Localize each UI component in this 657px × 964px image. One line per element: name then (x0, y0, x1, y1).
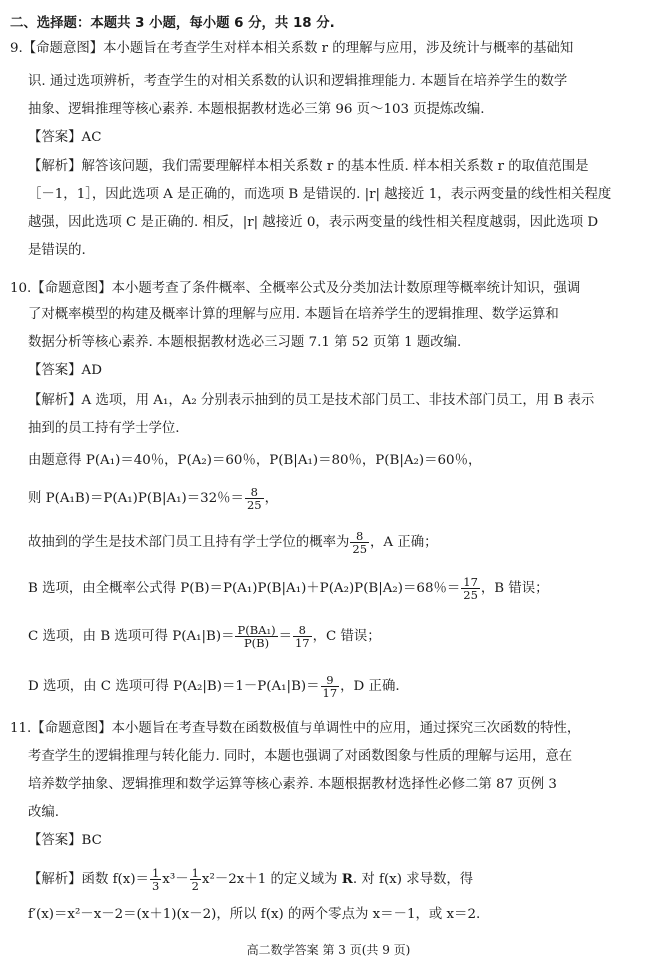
fraction-numerator: 1 (191, 866, 199, 880)
q10-explain-line-4 (28, 484, 278, 514)
q10-e5-text: 故抽到的学生是技术部门员工且持有学士学位的概率为 (28, 535, 350, 550)
q10-explain-line-5 (28, 528, 438, 558)
fraction-denominator: P(B) (243, 636, 270, 650)
fraction-8-17 (293, 624, 312, 649)
q10-explain-line-2: 抽到的员工持有学士学位. (28, 421, 180, 436)
q9-explain-line-3: 越强，因此选项 C 是正确的. 相反，|r| 越接近 0，表示两变量的线性相关程度越弱，因此选项 D (28, 215, 599, 230)
q9-explain-line-4: 是错误的. (28, 243, 86, 258)
q11-e1-mid: x³－ (162, 872, 189, 887)
fraction-denominator: 3 (151, 879, 160, 893)
q10-e4-text: 则 P(A₁B)＝P(A₁)P(B|A₁)＝32％＝ (28, 491, 244, 506)
q10-intent-line-1: 10.【命题意图】本小题考查了条件概率、全概率公式及分类加法计数原理等概率统计知识，强调 (10, 281, 581, 296)
fraction-numerator: 8 (245, 486, 264, 499)
q11-e1-domain: x²－2x＋1 的定义域为 (201, 872, 342, 887)
q11-intent-line-4: 改编. (28, 805, 60, 820)
q10-e8-text: D 选项，由 C 选项可得 P(A₂|B)＝1－P(A₁|B)＝ (28, 679, 320, 694)
q10-e7-tail: ，C 错误； (312, 629, 381, 644)
fraction-numerator: 8 (350, 530, 369, 543)
q9-explain-line-1: 【解析】解答该问题，我们需要理解样本相关系数 r 的基本性质. 样本相关系数 r 的取值范围是 (28, 159, 589, 174)
q11-intent-line-2: 考查学生的逻辑推理与转化能力. 同时，本题也强调了对函数图象与性质的理解与运用，意在 (28, 749, 573, 764)
fraction-8-25 (245, 486, 264, 511)
fraction-8-25-b (350, 530, 369, 555)
fraction-9-17 (321, 674, 340, 699)
fraction-numerator: 9 (321, 674, 340, 687)
q10-explain-line-3: 由题意得 P(A₁)＝40％，P(A₂)＝60％，P(B|A₁)＝80％，P(B|A₂)＝60％， (28, 453, 482, 468)
q10-explain-line-8 (28, 672, 400, 702)
q11-answer: 【答案】BC (28, 833, 102, 848)
q9-answer: 【答案】AC (28, 130, 102, 145)
page-footer: 高二数学答案 第 3 页(共 9 页) (246, 943, 411, 957)
fraction-denominator: 25 (246, 498, 262, 512)
q10-e7-text: C 选项，由 B 选项可得 P(A₁|B)＝ (28, 629, 235, 644)
fraction-denominator: 2 (191, 879, 199, 893)
q10-intent-line-2: 了对概率模型的构建及概率计算的理解与应用. 本题旨在培养学生的逻辑推理、数学运算和 (28, 307, 559, 322)
q9-intent-line-3: 抽象、逻辑推理等核心素养. 本题根据教材选必三第 96 页～103 页提炼改编. (28, 102, 485, 117)
fraction-1-3 (150, 867, 161, 892)
q10-e7-eq: ＝ (278, 629, 292, 644)
fraction-numerator: 1 (151, 866, 160, 880)
q10-intent-line-3: 数据分析等核心素养. 本题根据教材选必三习题 7.1 第 52 页第 1 题改编. (28, 335, 462, 350)
q11-e1-text: 【解析】函数 f(x)＝ (28, 872, 149, 887)
fraction-numerator: 8 (293, 624, 312, 637)
q9-explain-line-2: ［－1，1］，因此选项 A 是正确的，而选项 B 是错误的. |r| 越接近 1，表示两变量的线性相关程度 (28, 187, 612, 202)
fraction-denominator: 17 (294, 636, 310, 650)
q10-explain-line-7 (28, 622, 381, 652)
fraction-denominator: 17 (322, 686, 338, 700)
q11-explain-line-1 (28, 864, 473, 895)
fraction-17-25 (461, 576, 480, 601)
q11-intent-line-1: 11.【命题意图】本小题旨在考查导数在函数极值与单调性中的应用，通过探究三次函数的特性， (10, 721, 581, 736)
q10-e6-text: B 选项，由全概率公式得 P(B)＝P(A₁)P(B|A₁)＋P(A₂)P(B|A₂)＝68％＝ (28, 581, 461, 596)
fraction-numerator: P(BA₁) (237, 623, 276, 637)
q9-intent-line-2: 识. 通过选项辨析，考查学生的对相关系数的认识和逻辑推理能力. 本题旨在培养学生的数学 (28, 74, 568, 89)
q10-explain-line-6 (28, 574, 549, 604)
q11-explain-line-2: f′(x)＝x²－x－2＝(x＋1)(x－2)，所以 f(x) 的两个零点为 x＝－1，或 x＝2. (28, 907, 481, 922)
fraction-denominator: 25 (352, 542, 368, 556)
q10-e8-tail: ，D 正确. (340, 679, 400, 694)
fraction-denominator: 25 (463, 588, 478, 602)
fraction-1-2 (190, 867, 201, 892)
q10-e4-tail: ， (264, 491, 278, 506)
fraction-numerator: 17 (463, 575, 478, 589)
q11-e1-tail: . 对 f(x) 求导数，得 (352, 872, 474, 887)
section-title: 二、选择题：本题共 3 小题，每小题 6 分，共 18 分. (10, 16, 335, 31)
real-numbers-symbol: R (341, 871, 353, 887)
q11-intent-line-3: 培养数学抽象、逻辑推理和数学运算等核心素养. 本题根据教材选择性必修二第 87 页例 3 (28, 777, 557, 792)
q10-e6-tail: ，B 错误； (480, 581, 549, 596)
q10-e5-tail: ，A 正确； (370, 535, 438, 550)
q10-answer: 【答案】AD (28, 363, 102, 378)
q9-intent-line-1: 9.【命题意图】本小题旨在考查学生对样本相关系数 r 的理解与应用，涉及统计与概率的基础知 (10, 41, 574, 56)
fraction-pba1-pb (235, 624, 277, 649)
q10-explain-line-1: 【解析】A 选项，用 A₁，A₂ 分别表示抽到的员工是技术部门员工、非技术部门员工，用 B 表示 (28, 393, 595, 408)
